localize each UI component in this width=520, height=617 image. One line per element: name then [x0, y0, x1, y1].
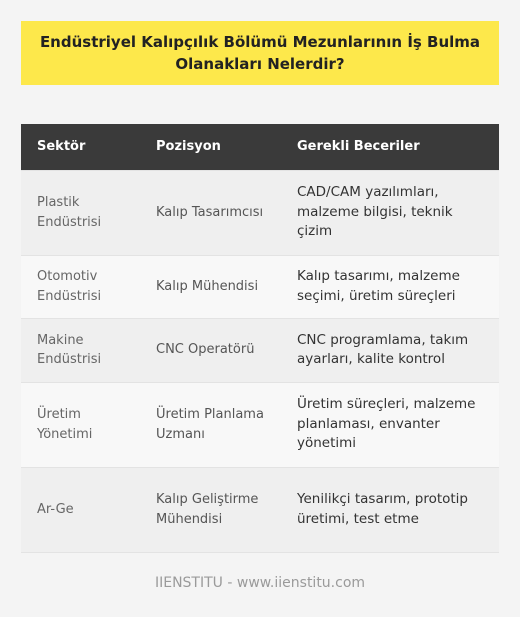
position-cell: Üretim Planlama Uzmanı: [142, 382, 283, 467]
skills-cell: Kalıp tasarımı, malzeme seçimi, üretim süreçleri: [283, 255, 499, 318]
table-row: [21, 170, 499, 255]
footer-credit: IIENSTITU - www.iienstitu.com: [154, 575, 366, 591]
column-header-position: Pozisyon: [142, 124, 283, 170]
table-row: [21, 467, 499, 552]
skills-cell: CAD/CAM yazılımları, malzeme bilgisi, teknik çizim: [283, 170, 499, 255]
position-cell: CNC Operatörü: [142, 318, 283, 382]
table-row: [21, 318, 499, 382]
page-title: [21, 21, 499, 85]
position-cell: Kalıp Tasarımcısı: [142, 170, 283, 255]
table-row: [21, 255, 499, 318]
column-header-skills: Gerekli Beceriler: [283, 124, 499, 170]
careers-table: [21, 124, 499, 553]
sector-cell: Plastik Endüstrisi: [21, 170, 142, 255]
sector-cell: Üretim Yönetimi: [21, 382, 142, 467]
column-header-sector: Sektör: [21, 124, 142, 170]
sector-cell: Otomotiv Endüstrisi: [21, 255, 142, 318]
table-header-row: [21, 124, 499, 170]
position-cell: Kalıp Geliştirme Mühendisi: [142, 467, 283, 552]
table-row: [21, 382, 499, 467]
page-title-line-2: Olanakları Nelerdir?: [175, 55, 345, 73]
position-cell: Kalıp Mühendisi: [142, 255, 283, 318]
skills-cell: Yenilikçi tasarım, prototip üretimi, test etme: [283, 467, 499, 552]
skills-cell: CNC programlama, takım ayarları, kalite kontrol: [283, 318, 499, 382]
sector-cell: Ar-Ge: [21, 467, 142, 552]
skills-cell: Üretim süreçleri, malzeme planlaması, envanter yönetimi: [283, 382, 499, 467]
sector-cell: Makine Endüstrisi: [21, 318, 142, 382]
page-title-line-1: Endüstriyel Kalıpçılık Bölümü Mezunlarının İş Bulma: [39, 33, 481, 51]
